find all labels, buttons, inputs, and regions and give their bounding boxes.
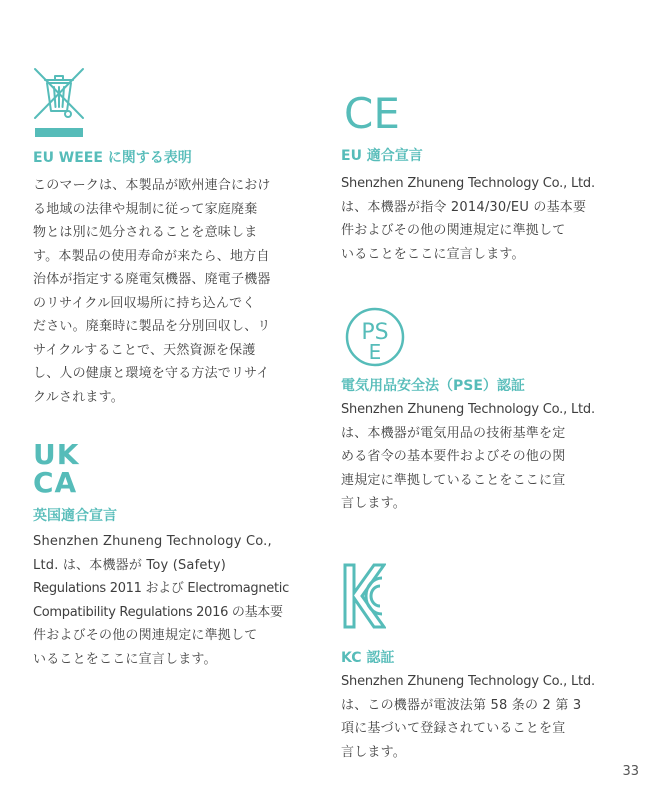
weee-line: 物とは別に処分されることを意味しま xyxy=(33,225,258,240)
ce-section xyxy=(341,146,641,266)
ukca-line: 件およびその他の関連規定に準拠して xyxy=(33,628,258,643)
kc-line: 言します。 xyxy=(341,744,406,760)
weee-line: ださい。廃棄時に製品を分別回収し、リ xyxy=(33,319,271,334)
ce-line: Shenzhen Zhuneng Technology Co., Ltd. xyxy=(341,176,595,191)
kc-line: 項に基づいて登録されていることを宣 xyxy=(341,721,566,736)
weee-heading: EU WEEE に関する表明 xyxy=(33,150,192,166)
weee-line: のリサイクル回収場所に持ち込んでく xyxy=(33,295,256,311)
ce-line: は、本機器が指令 2014/30/EU の基本要 xyxy=(341,199,587,215)
kc-line: Shenzhen Zhuneng Technology Co., Ltd. xyxy=(341,674,595,689)
weee-section xyxy=(33,148,323,409)
pse-heading: 電気用品安全法（PSE）認証 xyxy=(341,378,525,394)
pse-body xyxy=(341,398,641,516)
page-number: 33 xyxy=(622,764,639,779)
ce-logo-icon xyxy=(344,90,406,134)
kc-section xyxy=(341,648,641,764)
ukca-line: Shenzhen Zhuneng Technology Co., xyxy=(33,534,272,549)
ukca-line: いることをここに宣言します。 xyxy=(33,651,217,667)
ukca-line: Compatibility Regulations 2016 の基本要 xyxy=(33,604,283,620)
ukca-line: Regulations 2011 および Electromagnetic xyxy=(33,581,289,596)
kc-line: は、この機器が電波法第 58 条の 2 第 3 xyxy=(341,697,582,713)
pse-logo-icon xyxy=(344,306,406,368)
pse-line: 連規定に準拠していることをここに宣 xyxy=(341,472,566,488)
pse-logo-ps: PS xyxy=(361,320,389,345)
weee-line: す。本製品の使用寿命が来たら、地方自 xyxy=(33,248,270,264)
ukca-logo-icon xyxy=(33,440,89,496)
pse-line: は、本機器が電気用品の技術基準を定 xyxy=(341,425,566,441)
weee-bin-icon xyxy=(32,66,86,140)
pse-section xyxy=(341,376,641,516)
ukca-logo-bottom: CA xyxy=(33,466,78,496)
ce-line: 件およびその他の関連規定に準拠して xyxy=(341,223,566,238)
kc-body xyxy=(341,670,641,764)
weee-line: し、人の健康と環境を守る方法でリサイ xyxy=(33,366,270,381)
pse-line: める省令の基本要件およびその他の関 xyxy=(341,449,566,464)
ukca-heading: 英国適合宣言 xyxy=(33,508,117,524)
weee-line: サイクルすることで、天然資源を保護 xyxy=(33,342,256,358)
ce-heading: EU 適合宣言 xyxy=(341,148,423,164)
pse-line: Shenzhen Zhuneng Technology Co., Ltd. xyxy=(341,402,595,417)
kc-logo-icon xyxy=(342,562,386,630)
ce-logo-text: CE xyxy=(344,90,400,134)
ce-line: いることをここに宣言します。 xyxy=(341,246,525,262)
weee-line: る地域の法律や規制に従って家庭廃棄 xyxy=(33,201,258,217)
kc-heading: KC 認証 xyxy=(341,650,395,666)
ukca-logo-top: UK xyxy=(33,440,80,471)
weee-line: 治体が指定する廃電気機器、廃電子機器 xyxy=(33,272,271,287)
weee-body xyxy=(33,174,323,409)
ukca-body xyxy=(33,530,323,671)
ukca-line: Ltd. は、本機器が Toy (Safety) xyxy=(33,557,227,573)
ukca-section xyxy=(33,506,323,671)
weee-line: このマークは、本製品が欧州連合におけ xyxy=(33,178,271,193)
pse-logo-e: E xyxy=(368,340,382,364)
weee-line: クルされます。 xyxy=(33,389,124,405)
pse-line: 言します。 xyxy=(341,496,406,511)
ce-body xyxy=(341,172,641,266)
